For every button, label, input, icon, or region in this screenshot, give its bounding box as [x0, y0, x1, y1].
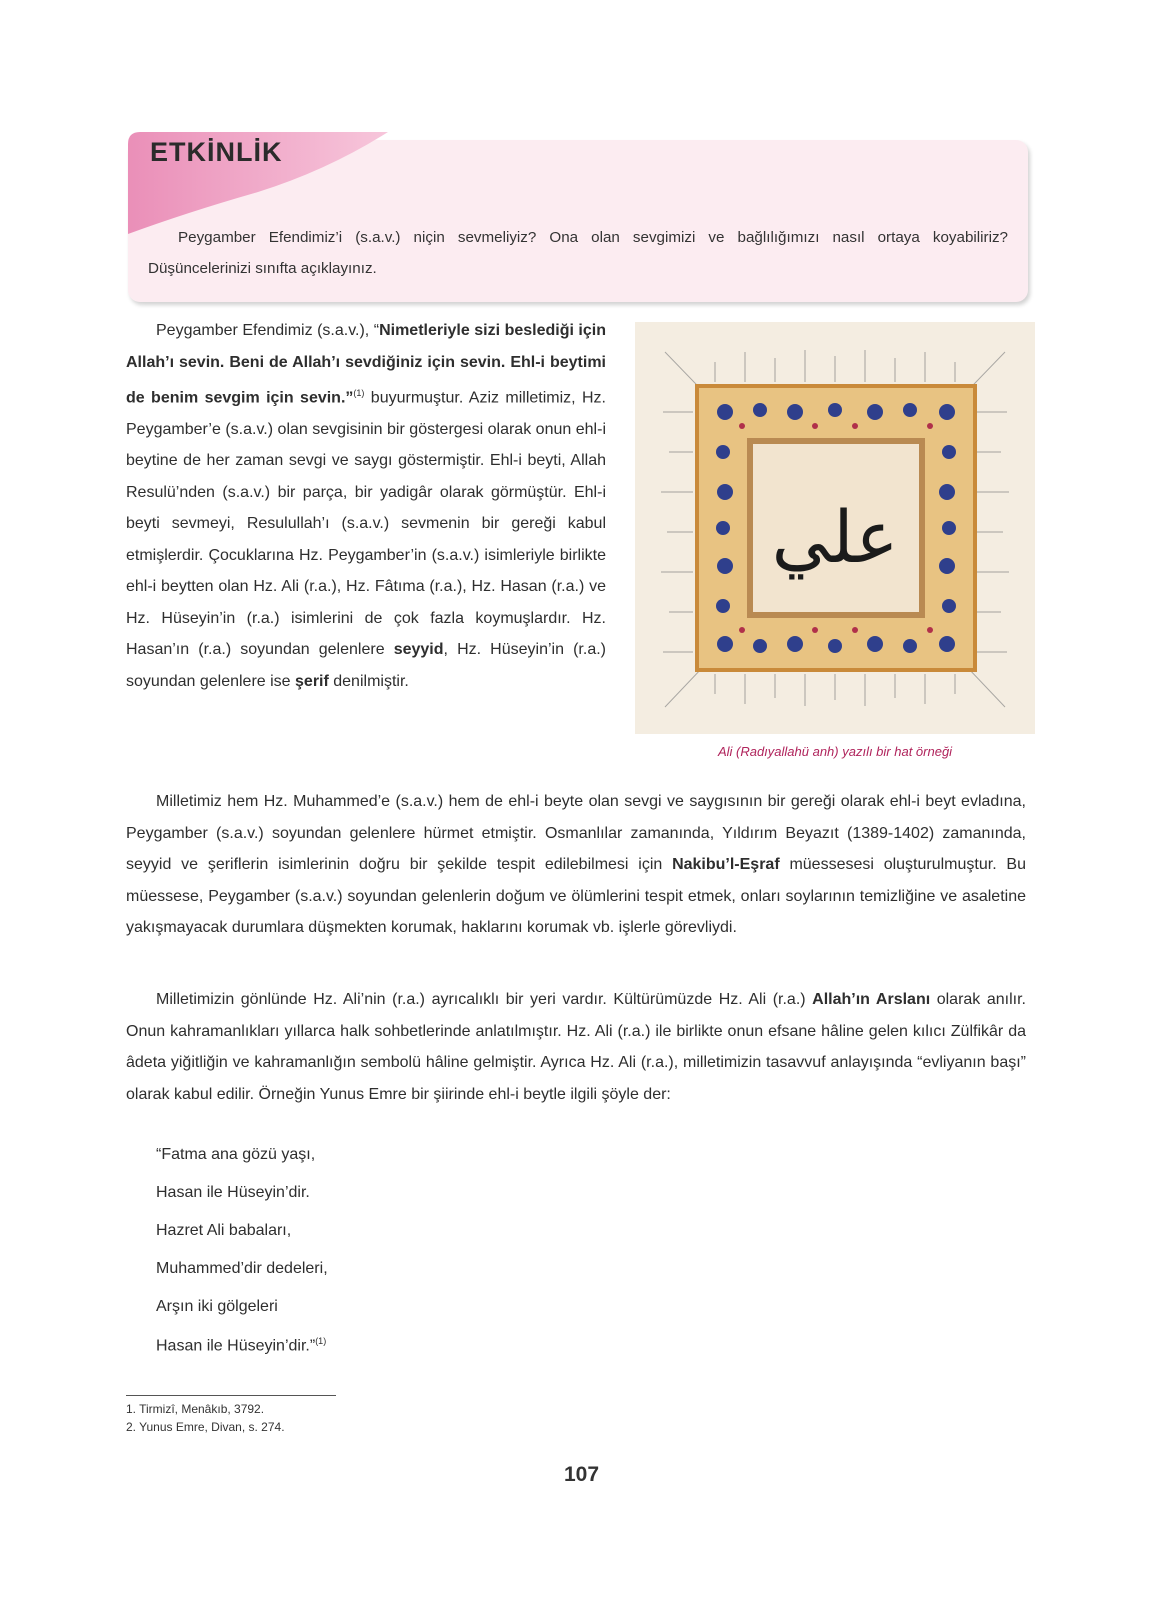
footnote-2: 2. Yunus Emre, Divan, s. 274. [126, 1420, 285, 1434]
p1-footnote-ref: (1) [353, 388, 365, 398]
poem-footnote-ref: (1) [315, 1336, 327, 1346]
paragraph-2 [126, 786, 1026, 944]
calligraphy-text: علي [771, 495, 899, 579]
footnote-1: 1. Tirmizî, Menâkıb, 3792. [126, 1402, 265, 1416]
poem-line-4: Muhammed’dir dedeleri, [156, 1260, 328, 1277]
paragraph-1 [126, 315, 606, 697]
p1-intro: Peygamber Efendimiz (s.a.v.), “ [156, 322, 380, 339]
activity-text: Peygamber Efendimiz’i (s.a.v.) niçin sevmeliyiz? Ona olan sevgimizi ve bağlılığımızı nasıl ortaya koyabiliriz? Düşüncelerinizi sınıfta açıklayınız. [148, 229, 1008, 277]
p1-quote-end: ” [345, 389, 354, 407]
poem-line-2: Hasan ile Hüseyin’dir. [156, 1184, 310, 1201]
poem-line-3: Hazret Ali babaları, [156, 1222, 292, 1239]
calligraphy-illumination [635, 322, 1035, 734]
p3-body2: olarak anılır. Onun kahramanlıkları yıllarca halk sohbetlerinde anlatılmıştır. Hz. Ali (r.a.) ile birlikte onun efsane hâline gelen kılıcı Zülfikâr da âdeta yiğitliğin ve kahramanlığın sembolü hâline gelmiştir. Ayrıca Hz. Ali (r.a.), milletimizin tasavvuf anlayışında “evliyanın başı” olarak kabul edilir. Örneğin Yunus Emre bir şiirinde ehl-i beytle ilgili şöyle der: [126, 991, 1027, 1103]
page-number: 107 [563, 1463, 600, 1486]
p1-serif: şerif [295, 672, 329, 690]
activity-title: ETKİNLİK [150, 137, 283, 167]
calligraphy-figure [635, 322, 1035, 734]
footnote-rule [126, 1395, 336, 1396]
p1-seyyid: seyyid [393, 641, 444, 659]
poem-line-1: “Fatma ana gözü yaşı, [156, 1146, 316, 1163]
poem-line-5: Arşın iki gölgeleri [156, 1298, 278, 1315]
p2-body1: Milletimiz hem Hz. Muhammed’e (s.a.v.) hem de ehl-i beyte olan sevgi ve saygısının bir gereği olarak ehl-i beyt evladına, Peygamber (s.a.v.) soyundan gelenlere hürmet etmiştir. Osmanlılar zamanında, Yıldırım Beyazıt (1389-1402) zamanında, seyyid ve şeriflerin isimlerinin doğru bir şekilde tespit edilebilmesi için [126, 793, 1026, 873]
figure-caption: Ali (Radıyallahü anh) yazılı bir hat örneği [717, 744, 953, 759]
p1-body2: , Hz. Hüseyin’in (r.a.) soyundan gelenlere ise [126, 641, 606, 690]
paragraph-3 [126, 984, 1026, 1110]
p1-body3: denilmiştir. [328, 672, 409, 690]
p3-body1: Milletimizin gönlünde Hz. Ali’nin (r.a.) ayrıcalıklı bir yeri vardır. Kültürümüzde Hz. Ali (r.a.) [156, 991, 813, 1008]
p3-bold: Allah’ın Arslanı [812, 991, 931, 1008]
p2-bold: Nakibu’l-Eşraf [672, 856, 780, 873]
p2-body2: müessesesi oluşturulmuştur. Bu müessese, Peygamber (s.a.v.) soyundan gelenlerin doğum ve ölümlerini tespit etmek, onları soylarının temizliğine ve asaletine yakışmayacak durumlara düşmekten korumak, haklarını korumak vb. işlerle görevliydi. [126, 856, 1027, 936]
p1-quote: Nimetleriyle sizi beslediği için Allah’ı sevin. Beni de Allah’ı sevdiğiniz için sevin. Ehl-i beytimi de benim sevgim için sevin. [126, 322, 606, 407]
poem-line-6-text: Hasan ile Hüseyin’dir.” [156, 1337, 316, 1355]
p1-body1: buyurmuştur. Aziz milletimiz, Hz. Peygamber’e (s.a.v.) olan sevgisinin bir göstergesi olarak onun ehl-i beytine de her zaman sevgi ve saygı göstermiştir. Ehl-i beyti, Allah Resulü’nden (s.a.v.) bir parça, bir yadigâr olarak görmüştür. Ehl-i beyti sevmeyi, Resulullah’ı (s.a.v.) sevmenin bir gereği kabul etmişlerdir. Çocuklarına Hz. Peygamber’in (s.a.v.) isimleriyle birlikte ehl-i beytten olan Hz. Ali (r.a.), Hz. Fâtıma (r.a.), Hz. Hasan (r.a.) ve Hz. Hüseyin’in (r.a.) isimlerini de çok fazla koymuşlardır. Hz. Hasan’ın (r.a.) soyundan gelenlere [126, 389, 606, 659]
poem-line-6 [156, 1336, 326, 1355]
